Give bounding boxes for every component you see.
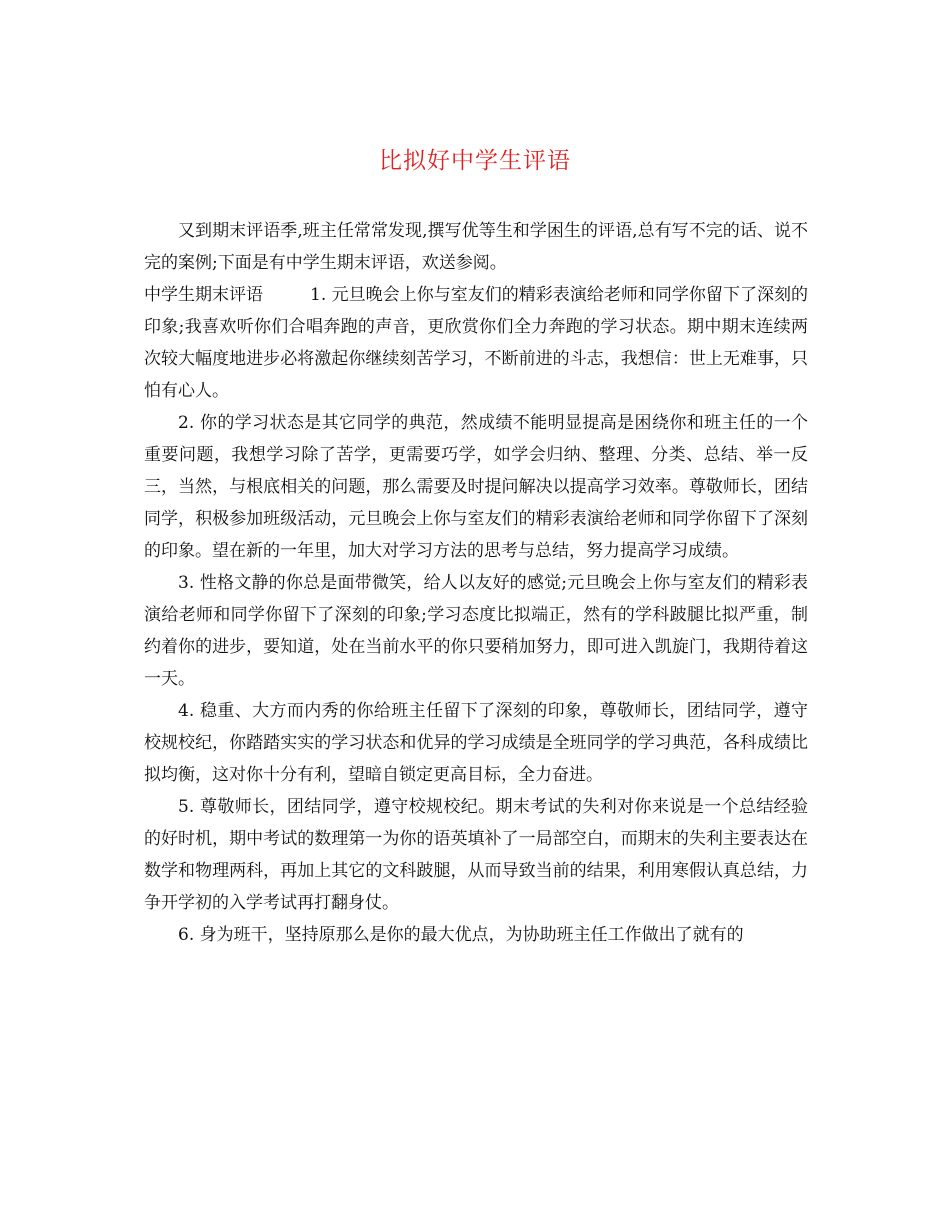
comment-6: 6. 身为班干，坚持原那么是你的最大优点，为协助班主任工作做出了就有的 bbox=[178, 925, 744, 945]
comment-4: 4. 稳重、大方而内秀的你给班主任留下了深刻的印象，尊敬师长，团结同学，遵守校规校纪，你踏踏实实的学习状态和优异的学习成绩是全班同学的学习典范，各科成绩比拟均衡，这对你十分有利，望暗自锁定更高目标，全力奋进。 bbox=[144, 701, 808, 785]
comment-3: 3. 性格文静的你总是面带微笑，给人以友好的感觉;元旦晚会上你与室友们的精彩表演给老师和同学你留下了深刻的印象;学习态度比拟端正，然有的学科跛腿比拟严重，制约着你的进步，要知道，处在当前水平的你只要稍加努力，即可进入凯旋门，我期待着这一天。 bbox=[144, 573, 808, 689]
document-body bbox=[144, 215, 808, 951]
comment-1: 1. 元旦晚会上你与室友们的精彩表演给老师和同学你留下了深刻的印象;我喜欢听你们合唱奔跑的声音，更欣赏你们全力奔跑的学习状态。期中期末连续两次较大幅度地进步必将激起你继续刻苦学习，不断前进的斗志，我想信：世上无难事，只怕有心人。 bbox=[144, 285, 808, 401]
section-label: 中学生期末评语 bbox=[144, 285, 263, 305]
document-title: 比拟好中学生评语 bbox=[379, 148, 571, 174]
comment-2: 2. 你的学习状态是其它同学的典范，然成绩不能明显提高是困绕你和班主任的一个重要问题，我想学习除了苦学，更需要巧学，如学会归纳、整理、分类、总结、举一反三，当然，与根底相关的问题，那么需要及时提问解决以提高学习效率。尊敬师长，团结同学，积极参加班级活动，元旦晚会上你与室友们的精彩表演给老师和同学你留下了深刻的印象。望在新的一年里，加大对学习方法的思考与总结，努力提高学习成绩。 bbox=[144, 413, 808, 561]
intro-paragraph: 又到期末评语季,班主任常常发现,撰写优等生和学困生的评语,总有写不完的话、说不完的案例;下面是有中学生期末评语，欢送参阅。 bbox=[144, 221, 808, 273]
comment-5: 5. 尊敬师长，团结同学，遵守校规校纪。期末考试的失利对你来说是一个总结经验的好时机，期中考试的数理第一为你的语英填补了一局部空白，而期末的失利主要表达在数学和物理两科，再加上其它的文科跛腿，从而导致当前的结果，利用寒假认真总结，力争开学初的入学考试再打翻身仗。 bbox=[144, 797, 808, 913]
first-comment-paragraph bbox=[144, 279, 808, 407]
